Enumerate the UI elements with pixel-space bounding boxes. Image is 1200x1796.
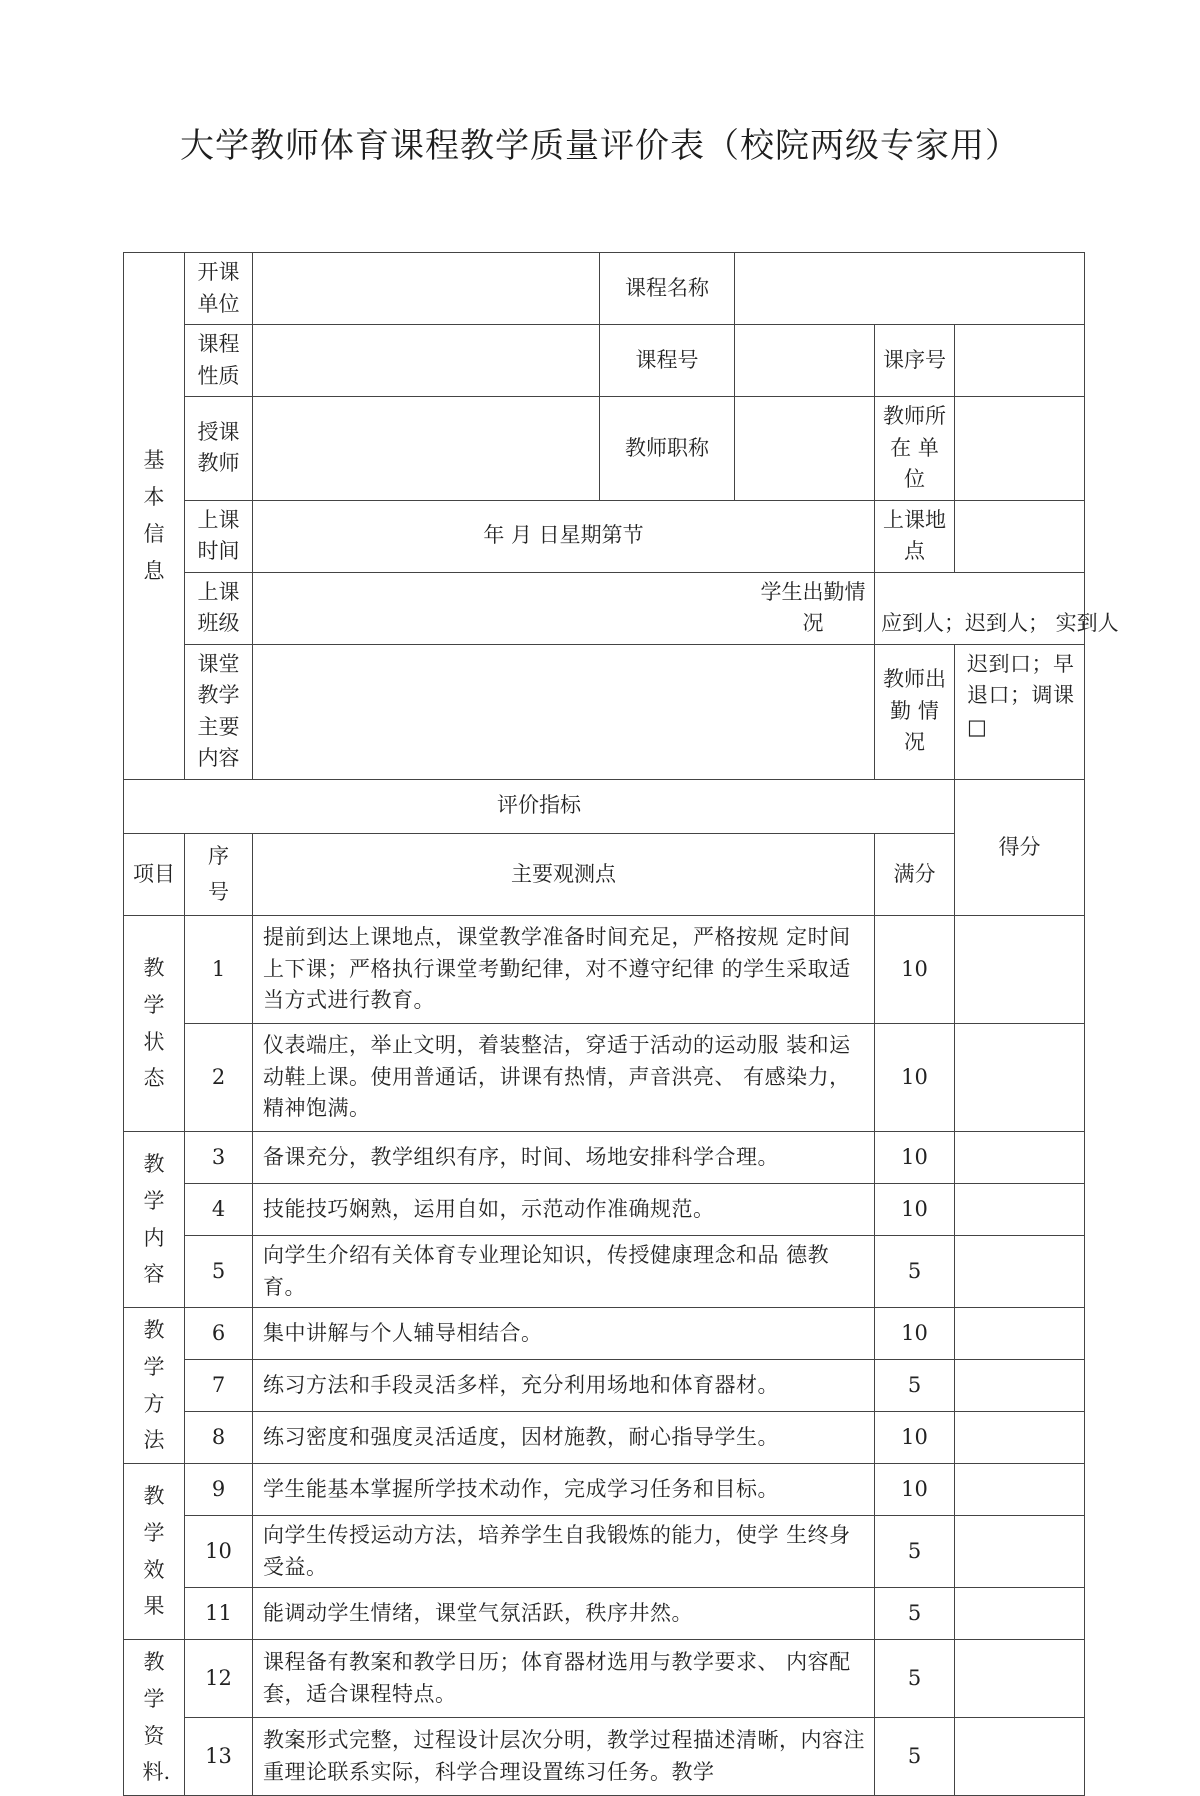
- observation-point: 课程备有教案和教学日历；体育器材选用与教学要求、 内容配套，适合课程特点。: [253, 1640, 875, 1718]
- eval-row: [124, 1516, 1085, 1588]
- eval-row: [124, 1588, 1085, 1640]
- course-name-label: 课程名称: [600, 253, 735, 325]
- course-name-value-cell[interactable]: [735, 253, 1085, 325]
- observation-point: 教案形式完整，过程设计层次分明，教学过程描述清晰，内容注重理论联系实际，科学合理设置练习任务。教学: [253, 1718, 875, 1796]
- info-row-class: [124, 572, 1085, 644]
- basic-info-section-label: 基本信息: [124, 253, 185, 780]
- score-input-cell[interactable]: [955, 1184, 1085, 1236]
- teacher-attendance-value[interactable]: 迟到口；早退口；调课□: [955, 644, 1085, 779]
- info-row-content: [124, 644, 1085, 779]
- teacher-title-value-cell[interactable]: [735, 397, 875, 501]
- full-score: 10: [875, 1132, 955, 1184]
- observation-point: 备课充分，教学组织有序，时间、场地安排科学合理。: [253, 1132, 875, 1184]
- eval-row: [124, 1236, 1085, 1308]
- score-input-cell[interactable]: [955, 1412, 1085, 1464]
- eval-row: [124, 1308, 1085, 1360]
- observation-point: 技能技巧娴熟，运用自如，示范动作准确规范。: [253, 1184, 875, 1236]
- student-attendance-label: 学生出勤情况: [253, 572, 875, 644]
- info-row-dept: [124, 253, 1085, 325]
- eval-row: [124, 1412, 1085, 1464]
- row-number: 10: [185, 1516, 253, 1588]
- teacher-unit-label: 教师所在 单位: [875, 397, 955, 501]
- score-input-cell[interactable]: [955, 1588, 1085, 1640]
- student-attendance-value[interactable]: 应到人；迟到人； 实到人: [875, 572, 1085, 644]
- score-input-cell[interactable]: [955, 1024, 1085, 1132]
- teacher-unit-value-cell[interactable]: [955, 397, 1085, 501]
- info-row-nature: [124, 325, 1085, 397]
- observation-point: 提前到达上课地点，课堂教学准备时间充足，严格按规 定时间上下课；严格执行课堂考勤纪律，对不遵守纪律 的学生采取适当方式进行教育。: [253, 916, 875, 1024]
- observation-point: 学生能基本掌握所学技术动作，完成学习任务和目标。: [253, 1464, 875, 1516]
- full-score: 5: [875, 1236, 955, 1308]
- course-seq-value-cell[interactable]: [955, 325, 1085, 397]
- group-label: 教学状态: [124, 916, 185, 1132]
- row-number: 11: [185, 1588, 253, 1640]
- dept-value-cell[interactable]: [253, 253, 600, 325]
- full-score: 10: [875, 916, 955, 1024]
- col-full-header: 满分: [875, 833, 955, 916]
- group-label: 教学资料.: [124, 1640, 185, 1796]
- observation-point: 集中讲解与个人辅导相结合。: [253, 1308, 875, 1360]
- full-score: 10: [875, 1184, 955, 1236]
- row-number: 3: [185, 1132, 253, 1184]
- class-label: 上课班级: [185, 572, 253, 644]
- col-item-header: 项目: [124, 833, 185, 916]
- row-number: 8: [185, 1412, 253, 1464]
- place-label: 上课地点: [875, 500, 955, 572]
- row-number: 9: [185, 1464, 253, 1516]
- score-header: 得分: [955, 779, 1085, 916]
- course-no-value-cell[interactable]: [735, 325, 875, 397]
- group-label: 教学效果: [124, 1464, 185, 1640]
- full-score: 5: [875, 1718, 955, 1796]
- course-seq-label: 课序号: [875, 325, 955, 397]
- observation-point: 能调动学生情绪，课堂气氛活跃，秩序井然。: [253, 1588, 875, 1640]
- info-row-time: [124, 500, 1085, 572]
- observation-point: 练习方法和手段灵活多样，充分利用场地和体育器材。: [253, 1360, 875, 1412]
- row-number: 6: [185, 1308, 253, 1360]
- observation-point: 练习密度和强度灵活适度，因材施教，耐心指导学生。: [253, 1412, 875, 1464]
- full-score: 5: [875, 1588, 955, 1640]
- info-row-teacher: [124, 397, 1085, 501]
- eval-row: [124, 1024, 1085, 1132]
- eval-row: [124, 1132, 1085, 1184]
- observation-point: 仪表端庄，举止文明，着装整洁，穿适于活动的运动服 装和运动鞋上课。使用普通话，讲课有热情，声音洪亮、 有感染力，精神饱满。: [253, 1024, 875, 1132]
- row-number: 12: [185, 1640, 253, 1718]
- page-title: 大学教师体育课程教学质量评价表（校院两级专家用）: [180, 126, 1020, 166]
- full-score: 10: [875, 1412, 955, 1464]
- time-value[interactable]: 年 月 日星期第节: [253, 500, 875, 572]
- group-label: 教学内容: [124, 1132, 185, 1308]
- place-value-cell[interactable]: [955, 500, 1085, 572]
- row-number: 1: [185, 916, 253, 1024]
- col-point-header: 主要观测点: [253, 833, 875, 916]
- score-input-cell[interactable]: [955, 1464, 1085, 1516]
- score-input-cell[interactable]: [955, 1308, 1085, 1360]
- observation-point: 向学生介绍有关体育专业理论知识，传授健康理念和品 德教育。: [253, 1236, 875, 1308]
- score-input-cell[interactable]: [955, 1718, 1085, 1796]
- full-score: 5: [875, 1516, 955, 1588]
- time-label: 上课时间: [185, 500, 253, 572]
- full-score: 5: [875, 1640, 955, 1718]
- eval-row: [124, 1464, 1085, 1516]
- eval-row: [124, 1184, 1085, 1236]
- eval-col-header-row: [124, 833, 1085, 916]
- teacher-attendance-label: 教师出勤 情况: [875, 644, 955, 779]
- full-score: 10: [875, 1308, 955, 1360]
- score-input-cell[interactable]: [955, 916, 1085, 1024]
- eval-header-row: [124, 779, 1085, 833]
- col-no-header: 序号: [185, 833, 253, 916]
- score-input-cell[interactable]: [955, 1132, 1085, 1184]
- eval-row: [124, 1360, 1085, 1412]
- teacher-value-cell[interactable]: [253, 397, 600, 501]
- course-nature-label: 课程性质: [185, 325, 253, 397]
- full-score: 10: [875, 1464, 955, 1516]
- full-score: 5: [875, 1360, 955, 1412]
- score-input-cell[interactable]: [955, 1360, 1085, 1412]
- course-nature-value-cell[interactable]: [253, 325, 600, 397]
- row-number: 2: [185, 1024, 253, 1132]
- score-input-cell[interactable]: [955, 1640, 1085, 1718]
- eval-header: 评价指标: [124, 779, 955, 833]
- content-label: 课堂教学 主要内容: [185, 644, 253, 779]
- dept-label: 开课单位: [185, 253, 253, 325]
- content-value-cell[interactable]: [253, 644, 875, 779]
- score-input-cell[interactable]: [955, 1236, 1085, 1308]
- eval-row: [124, 1718, 1085, 1796]
- group-label: 教学方法: [124, 1308, 185, 1464]
- course-no-label: 课程号: [600, 325, 735, 397]
- eval-row: [124, 1640, 1085, 1718]
- teacher-title-label: 教师职称: [600, 397, 735, 501]
- observation-point: 向学生传授运动方法，培养学生自我锻炼的能力，使学 生终身受益。: [253, 1516, 875, 1588]
- score-input-cell[interactable]: [955, 1516, 1085, 1588]
- teacher-label: 授课教师: [185, 397, 253, 501]
- row-number: 4: [185, 1184, 253, 1236]
- row-number: 13: [185, 1718, 253, 1796]
- row-number: 7: [185, 1360, 253, 1412]
- full-score: 10: [875, 1024, 955, 1132]
- row-number: 5: [185, 1236, 253, 1308]
- evaluation-table: [123, 252, 1119, 1796]
- eval-row: [124, 916, 1085, 1024]
